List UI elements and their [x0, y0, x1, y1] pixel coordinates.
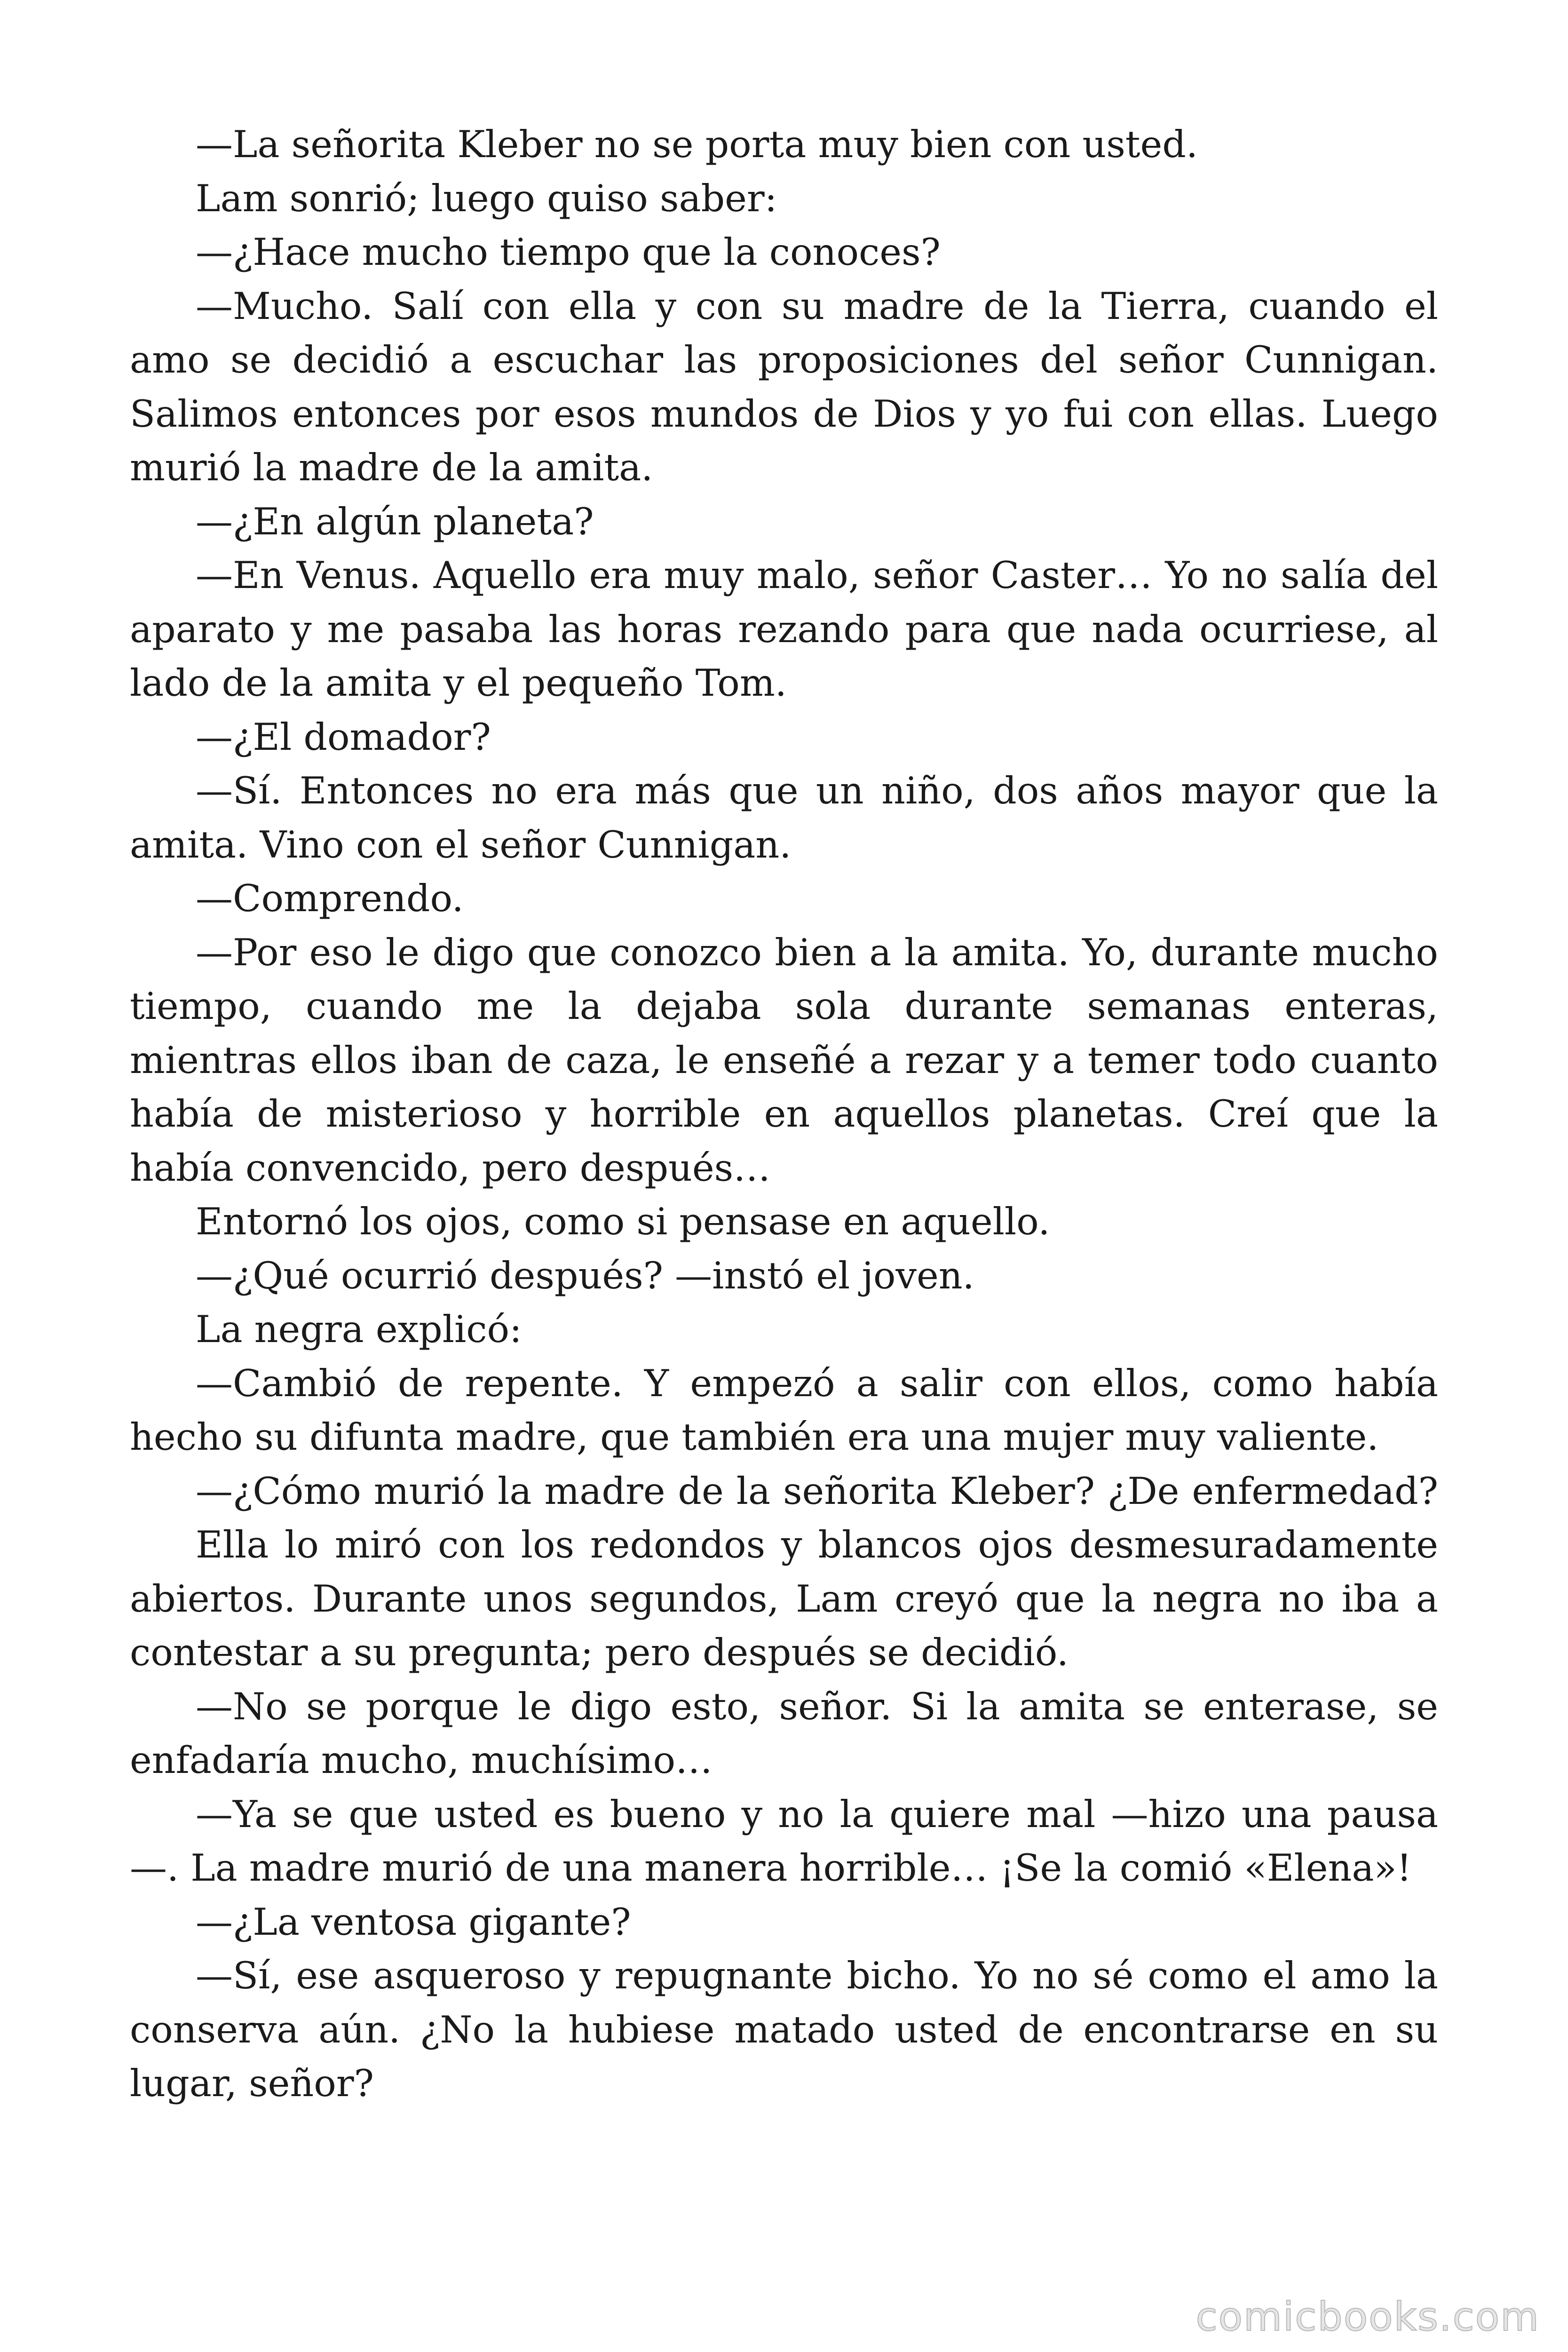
paragraph: —En Venus. Aquello era muy malo, señor Caster… Yo no salía del aparato y me pasaba las horas rezando para que nada ocurriese, al lado de la amita y el pequeño Tom.	[130, 554, 1438, 705]
paragraph: —Por eso le digo que conozco bien a la amita. Yo, durante mucho tiempo, cuando me la dejaba sola durante semanas enteras, mientras ellos iban de caza, le enseñé a rezar y a temer todo cuanto había de misterioso y horrible en aquellos planetas. Creí que la había convencido, pero después…	[130, 930, 1438, 1190]
paragraph: La negra explicó:	[196, 1308, 522, 1351]
paragraph: —Comprendo.	[196, 877, 464, 920]
paragraph: —Sí, ese asqueroso y repugnante bicho. Yo no sé como el amo la conserva aún. ¿No la hubiese matado usted de encontrarse en su lugar, señor?	[130, 1954, 1438, 2105]
page-text	[130, 118, 1438, 2111]
paragraph: —Ya se que usted es bueno y no la quiere mal —hizo una pausa —. La madre murió de una manera horrible… ¡Se la comió «Elena»!	[130, 1792, 1438, 1890]
paragraph: —¿En algún planeta?	[196, 500, 594, 543]
paragraph: —¿La ventosa gigante?	[196, 1900, 631, 1944]
paragraph: —¿Cómo murió la madre de la señorita Kleber? ¿De enfermedad?	[196, 1469, 1438, 1513]
paragraph: —¿El domador?	[196, 715, 491, 759]
paragraph: Entornó los ojos, como si pensase en aquello.	[196, 1200, 1050, 1243]
paragraph: —Cambió de repente. Y empezó a salir con ellos, como había hecho su difunta madre, que también era una mujer muy valiente.	[130, 1361, 1438, 1459]
paragraph: Ella lo miró con los redondos y blancos ojos desmesuradamente abiertos. Durante unos segundos, Lam creyó que la negra no iba a contestar a su pregunta; pero después se decidió.	[130, 1523, 1438, 1674]
watermark: comicbooks.com	[1196, 2294, 1540, 2340]
paragraph: —¿Hace mucho tiempo que la conoces?	[196, 230, 941, 274]
paragraph: —La señorita Kleber no se porta muy bien con usted.	[196, 123, 1198, 166]
paragraph: —¿Qué ocurrió después? —instó el joven.	[196, 1254, 974, 1297]
paragraph: —Sí. Entonces no era más que un niño, dos años mayor que la amita. Vino con el señor Cunnigan.	[130, 769, 1438, 866]
paragraph: —No se porque le digo esto, señor. Si la amita se enterase, se enfadaría mucho, muchísimo…	[130, 1685, 1438, 1782]
paragraph: —Mucho. Salí con ella y con su madre de la Tierra, cuando el amo se decidió a escuchar las proposiciones del señor Cunnigan. Salimos entonces por esos mundos de Dios y yo fui con ellas. Luego murió la madre de la amita.	[130, 284, 1438, 489]
paragraph: Lam sonrió; luego quiso saber:	[196, 176, 777, 220]
